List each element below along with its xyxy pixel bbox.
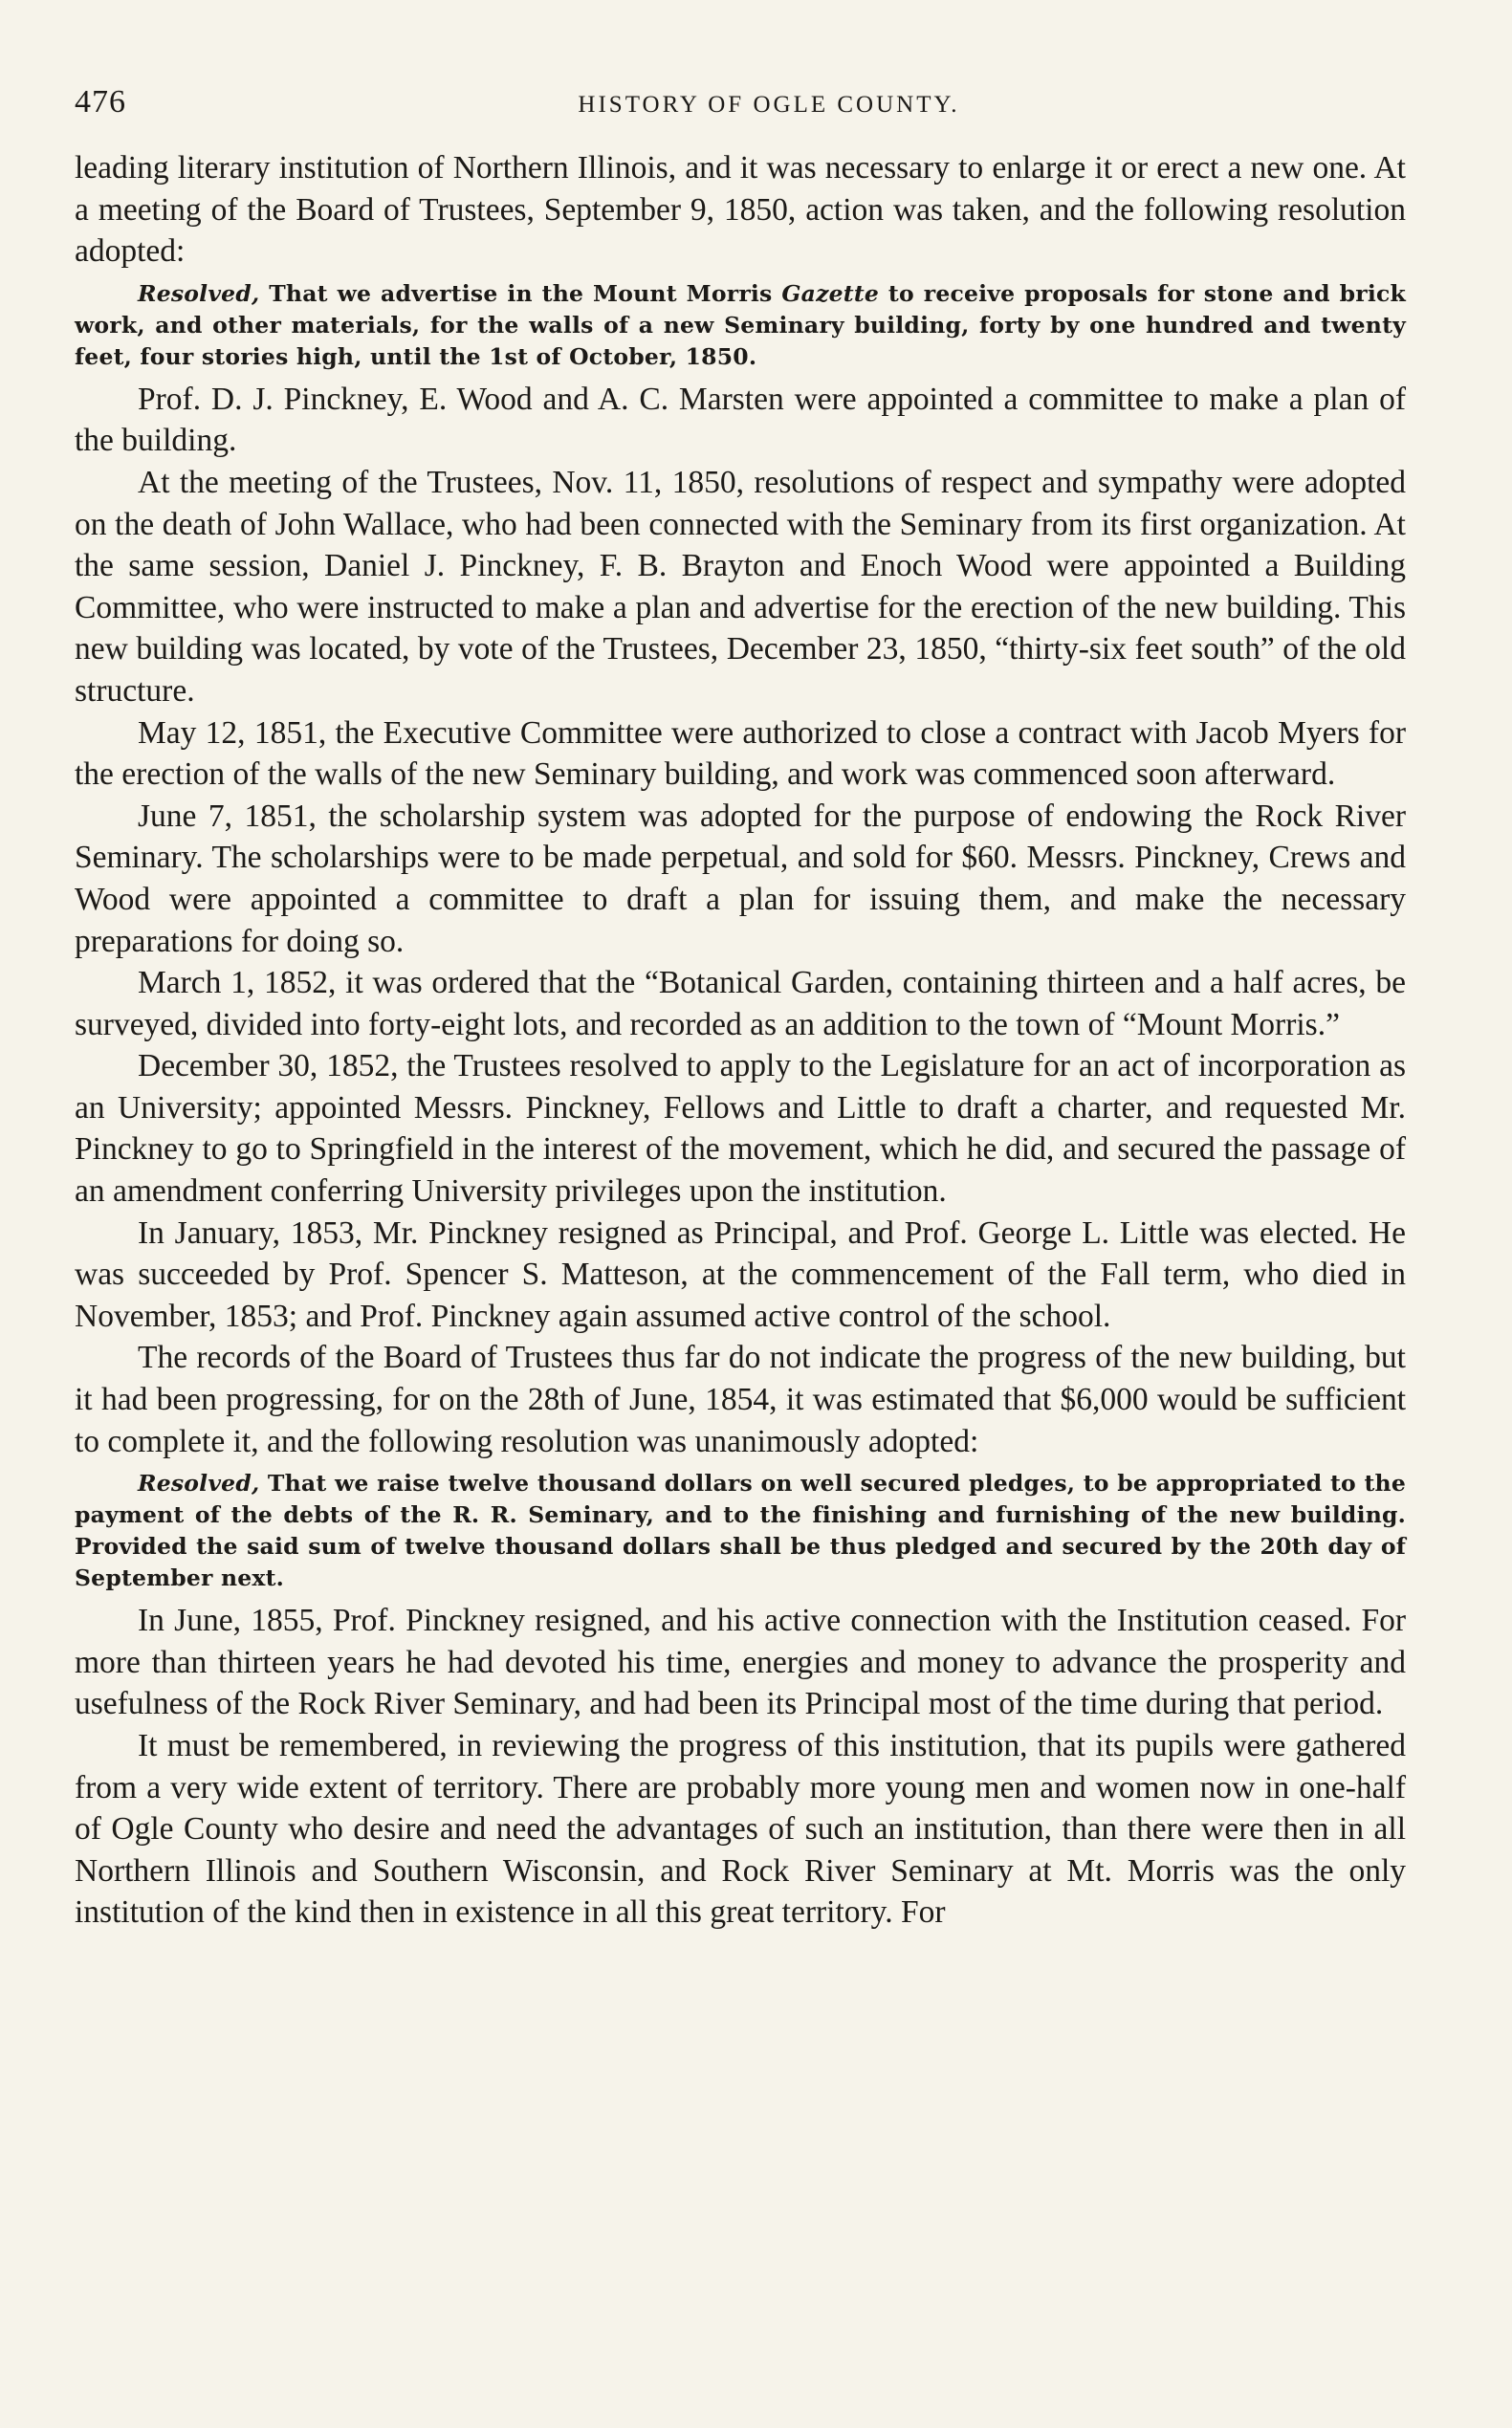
paragraph-3: At the meeting of the Trustees, Nov. 11, 1850, resolutions of respect and sympathy were adopted on the death of John Wallace, who had been connected with the Seminary from its first organization. At the same session, Daniel J. Pinckney, F. B. Brayton and Enoch Wood were appointed a Building Committee, who were instructed to make a plan and advertise for the erection of the new building. This new building was located, by vote of the Trustees, December 23, 1850, “thirty-six feet south” of the old structure. [75, 464, 1406, 709]
page-header [75, 84, 1406, 132]
resolution-1 [75, 278, 1406, 373]
resolution-1-post: to receive proposals for stone and brick work, and other materials, for the walls of a new Seminary building, forty by one hundred and twenty feet, four stories high, until the 1st of October, 1850. [75, 279, 1406, 370]
paragraph-9: The records of the Board of Trustees thus far do not indicate the progress of the new building, but it had been progressing, for on the 28th of June, 1854, it was estimated that $6,000 would be sufficient to complete it, and the following resolution was unanimously adopted: [75, 1340, 1406, 1459]
resolution-2-text [75, 1468, 1406, 1594]
resolved-word: Resolved, [138, 1470, 260, 1498]
paragraph-11: It must be remembered, in reviewing the progress of this institution, that its pupils were gathered from a very wide extent of territory. There are probably more young men and women now in one-half of Ogle County who desire and need the advantages of such an institution, than there were then in all Northern Illinois and Southern Wisconsin, and Rock River Seminary at Mt. Morris was the only institution of the kind then in existence in all this great territory. For [75, 1728, 1406, 1931]
paragraph-6: March 1, 1852, it was ordered that the “Botanical Garden, containing thirteen and a half acres, be surveyed, divided into forty-eight lots, and recorded as an addition to the town of “Mount Morris.” [75, 965, 1406, 1042]
resolution-2 [75, 1468, 1406, 1594]
page-number: 476 [75, 84, 126, 120]
paragraph-1: leading literary institution of Northern Illinois, and it was necessary to enlarge it or erect a new one. At a meeting of the Board of Trustees, September 9, 1850, action was taken, and the following resolution adopted: [75, 150, 1406, 270]
paragraph-7: December 30, 1852, the Trustees resolved to apply to the Legislature for an act of incorporation as an University; appointed Messrs. Pinckney, Fellows and Little to draft a charter, and requested Mr. Pinckney to go to Springfield in the interest of the movement, which he did, and secured the passage of an amendment conferring University privileges upon the institution. [75, 1048, 1406, 1210]
gazette-italic: Gazette [781, 279, 880, 307]
resolved-word: Resolved, [138, 279, 260, 307]
resolution-1-pre: That we advertise in the Mount Morris [259, 279, 782, 307]
page-body [75, 147, 1406, 1934]
resolution-1-text [75, 278, 1406, 373]
book-page [75, 84, 1406, 1934]
paragraph-5: June 7, 1851, the scholarship system was adopted for the purpose of endowing the Rock River Seminary. The scholarships were to be made perpetual, and sold for $60. Messrs. Pinckney, Crews and Wood were appointed a committee to draft a plan for issuing them, and make the necessary preparations for doing so. [75, 798, 1406, 959]
paragraph-10: In June, 1855, Prof. Pinckney resigned, and his active connection with the Institution ceased. For more than thirteen years he had devoted his time, energies and money to advance the prosperity and usefulness of the Rock River Seminary, and had been its Principal most of the time during that period. [75, 1603, 1406, 1722]
paragraph-2: Prof. D. J. Pinckney, E. Wood and A. C. Marsten were appointed a committee to make a plan of the building. [75, 381, 1406, 459]
resolution-2-body: That we raise twelve thousand dollars on well secured pledges, to be appropriated to the payment of the debts of the R. R. Seminary, and to the finishing and furnishing of the new building. Provided the said sum of twelve thousand dollars shall be thus pledged and secured by the 20th day of September next. [75, 1470, 1406, 1592]
running-head: HISTORY OF OGLE COUNTY. [578, 92, 960, 118]
paragraph-8: In January, 1853, Mr. Pinckney resigned as Principal, and Prof. George L. Little was elected. He was succeeded by Prof. Spencer S. Matteson, at the commencement of the Fall term, who died in November, 1853; and Prof. Pinckney again assumed active control of the school. [75, 1214, 1406, 1334]
paragraph-4: May 12, 1851, the Executive Committee were authorized to close a contract with Jacob Myers for the erection of the walls of the new Seminary building, and work was commenced soon afterward. [75, 714, 1406, 793]
